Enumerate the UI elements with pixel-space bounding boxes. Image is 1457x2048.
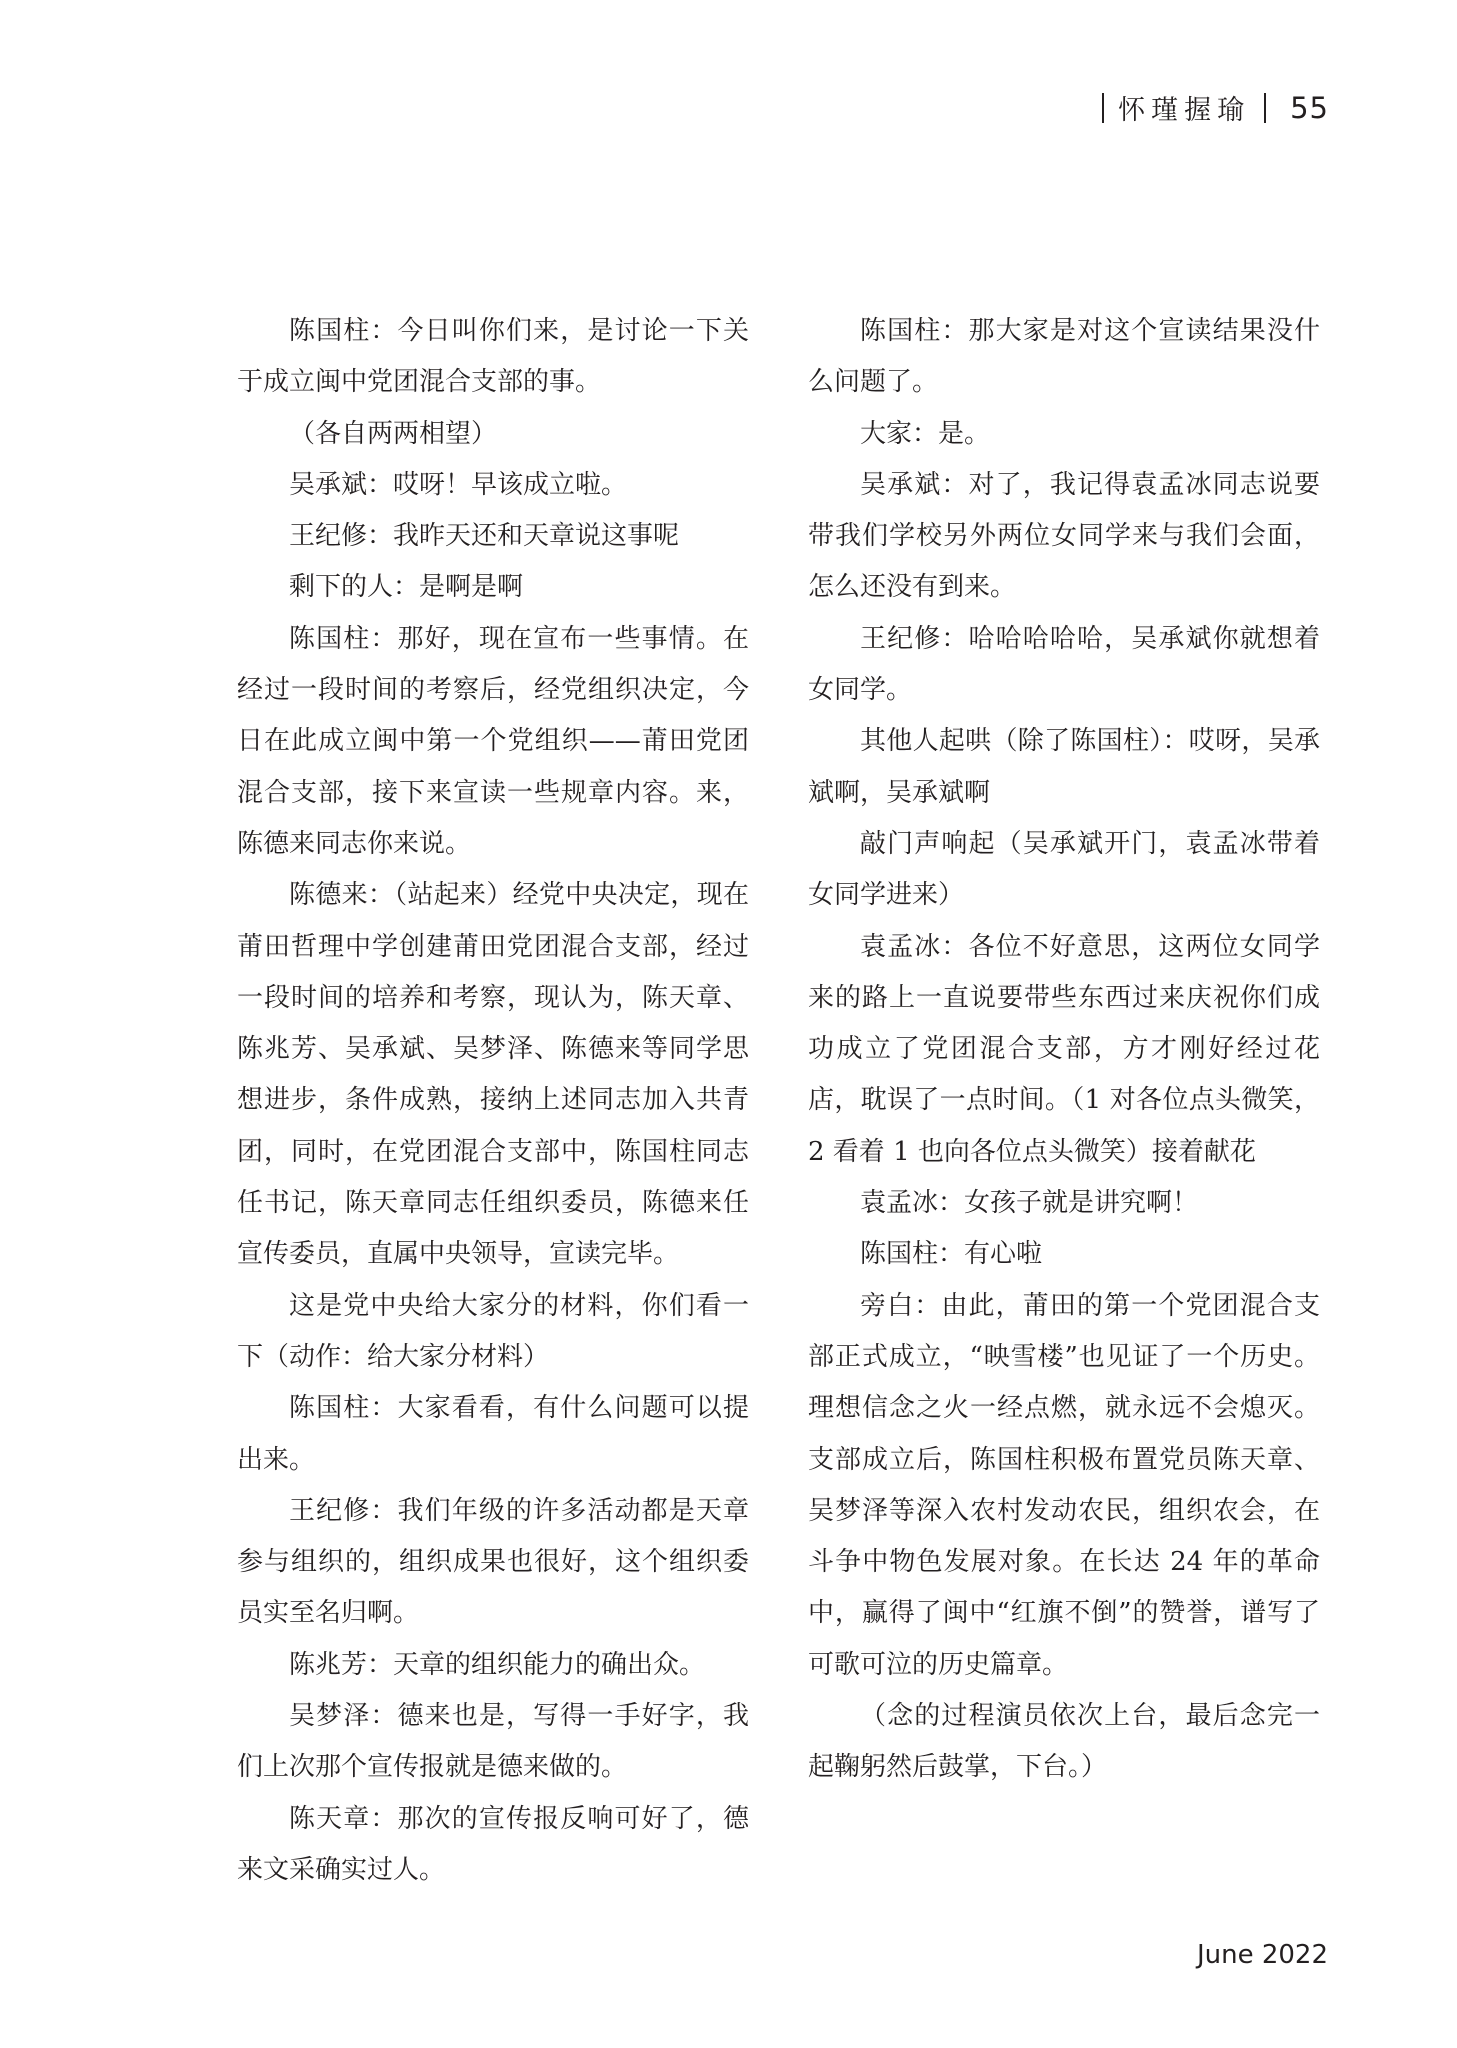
page-number: 55 xyxy=(1290,90,1329,125)
left-column xyxy=(237,306,749,1896)
paragraph: 这是党中央给大家分的材料，你们看一下（动作：给大家分材料） xyxy=(237,1290,749,1372)
header-divider-left xyxy=(1102,93,1104,123)
running-header xyxy=(1088,88,1329,127)
paragraph: 陈国柱：大家看看，有什么问题可以提出来。 xyxy=(237,1393,749,1475)
paragraph: 陈国柱：那好，现在宣布一些事情。在经过一段时间的考察后，经党组织决定，今日在此成立闽中第一个党组织——莆田党团混合支部，接下来宣读一些规章内容。来，陈德来同志你来说。 xyxy=(237,623,749,859)
paragraph: 其他人起哄（除了陈国柱）：哎呀，吴承斌啊，吴承斌啊 xyxy=(808,726,1320,808)
paragraph: 敲门声响起（吴承斌开门，袁孟冰带着女同学进来） xyxy=(808,828,1320,911)
paragraph: 王纪修：哈哈哈哈哈，吴承斌你就想着女同学。 xyxy=(808,623,1320,706)
paragraph: 吴承斌：对了，我记得袁孟冰同志说要带我们学校另外两位女同学来与我们会面，怎么还没有到来。 xyxy=(808,469,1320,603)
paragraph: 袁孟冰：女孩子就是讲究啊！ xyxy=(860,1188,1199,1219)
paragraph: 剩下的人：是啊是啊 xyxy=(289,572,524,603)
paragraph: 王纪修：我昨天还和天章说这事呢 xyxy=(289,521,680,552)
paragraph: 吴梦泽：德来也是，写得一手好字，我们上次那个宣传报就是德来做的。 xyxy=(237,1701,749,1783)
issue-date: June 2022 xyxy=(1196,1940,1328,1970)
paragraph: 袁孟冰：各位不好意思，这两位女同学来的路上一直说要带些东西过来庆祝你们成功成立了党团混合支部，方才刚好经过花店，耽误了一点时间。（1 对各位点头微笑，2 看着 1 也向各位点头微笑）接着献花 xyxy=(808,931,1320,1167)
section-title: 怀瑾握瑜 xyxy=(1118,95,1251,126)
paragraph: 吴承斌：哎呀！早该成立啦。 xyxy=(289,469,628,500)
paragraph: 陈国柱：有心啦 xyxy=(860,1239,1043,1270)
paragraph: 旁白：由此，莆田的第一个党团混合支部正式成立，“映雪楼”也见证了一个历史。理想信念之火一经点燃，就永远不会熄灭。支部成立后，陈国柱积极布置党员陈天章、吴梦泽等深入农村发动农民，组织农会，在斗争中物色发展对象。在长达 24 年的革命中，赢得了闽中“红旗不倒”的赞誉，谱写了可歌可泣的历史篇章。 xyxy=(808,1290,1320,1680)
paragraph: 陈国柱：那大家是对这个宣读结果没什么问题了。 xyxy=(808,316,1320,398)
paragraph: （各自两两相望） xyxy=(289,418,498,449)
paragraph: 王纪修：我们年级的许多活动都是天章参与组织的，组织成果也很好，这个组织委员实至名归啊。 xyxy=(237,1495,749,1629)
paragraph: 陈天章：那次的宣传报反响可好了，德来文采确实过人。 xyxy=(237,1803,749,1885)
paragraph: （念的过程演员依次上台，最后念完一起鞠躬然后鼓掌，下台。） xyxy=(808,1701,1320,1783)
paragraph: 陈德来：（站起来）经党中央决定，现在莆田哲理中学创建莆田党团混合支部，经过一段时间的培养和考察，现认为，陈天章、陈兆芳、吴承斌、吴梦泽、陈德来等同学思想进步，条件成熟，接纳上述同志加入共青团，同时，在党团混合支部中，陈国柱同志任书记，陈天章同志任组织委员，陈德来任宣传委员，直属中央领导，宣读完毕。 xyxy=(237,880,749,1270)
paragraph: 陈国柱：今日叫你们来，是讨论一下关于成立闽中党团混合支部的事。 xyxy=(237,316,749,398)
header-divider-right xyxy=(1264,93,1266,123)
right-column xyxy=(808,306,1320,1794)
paragraph: 大家：是。 xyxy=(860,418,991,449)
paragraph: 陈兆芳：天章的组织能力的确出众。 xyxy=(289,1649,706,1680)
